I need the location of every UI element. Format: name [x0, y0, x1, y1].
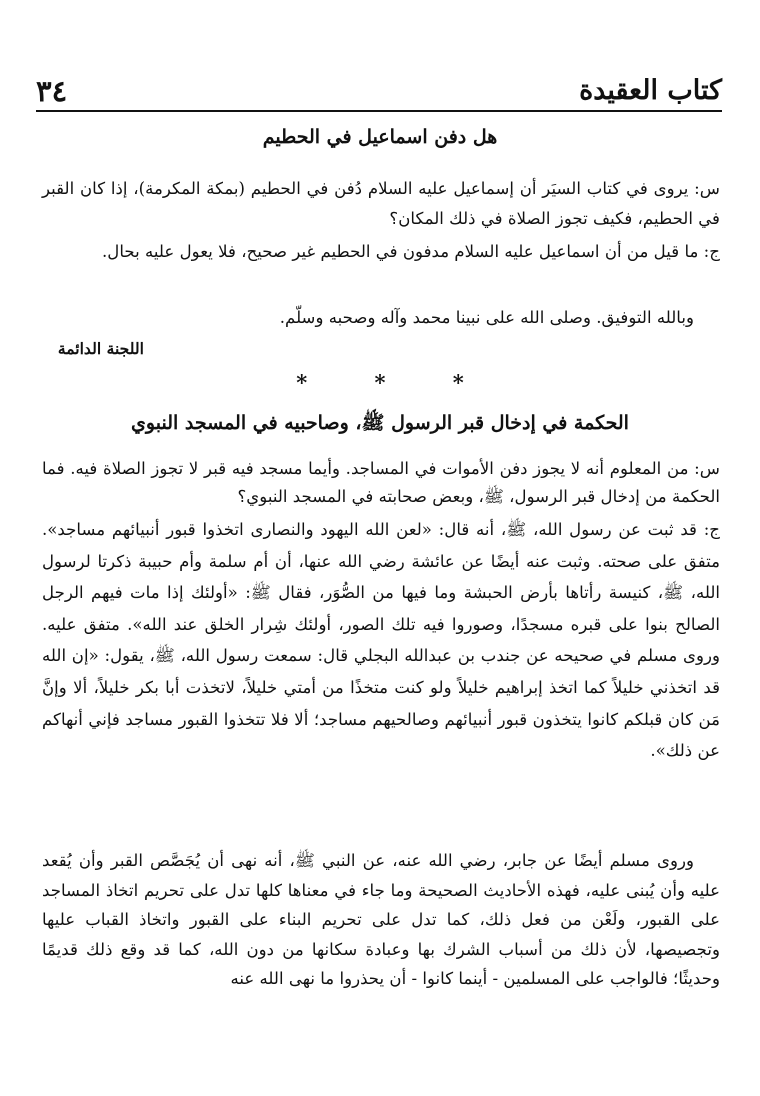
- section-title: الحكمة في إدخال قبر الرسول ﷺ، وصاحبيه في المسجد النبوي: [131, 412, 629, 434]
- page-header: [36, 70, 722, 112]
- book-title: كتاب العقيدة: [579, 75, 722, 106]
- answer-paragraph: ج: قد ثبت عن رسول الله، ﷺ، أنه قال: «لعن الله اليهود والنصارى اتخذوا قبور أنبيائهم مساجد». متفق على صحته. وثبت عنه أيضًا عن عائشة رضي الله عنها، أن أم سلمة وأم حبيبة ذكرتا لرسول الله، ﷺ، كنيسة رأتاها بأرض الحبشة وما فيها من الصُّوَر، فقال ﷺ: «أولئك إذا مات فيهم الرجل الصالح بنوا على قبره مسجدًا، وصوروا فيه تلك الصور، أولئك شِرار الخلق عند الله». متفق عليه. وروى مسلم في صحيحه عن جندب بن عبدالله البجلي قال: سمعت رسول الله، ﷺ، يقول: «إن الله قد اتخذني خليلاً كما اتخذ إبراهيم خليلاً ولو كنت متخذًا من أمتي خليلاً، لاتخذت أبا بكر خليلاً، ألا وإنَّ مَن كان قبلكم كانوا يتخذون قبور أنبيائهم وصالحيهم مساجد؛ ألا فلا تتخذوا القبور مساجد فإني أنهاكم عن ذلك».: [42, 520, 720, 761]
- question-paragraph: س: من المعلوم أنه لا يجوز دفن الأموات في المساجد. وأيما مسجد فيه قبر لا تجوز الصلاة فيه. فما الحكمة من إدخال قبر الرسول، ﷺ، وبعض صحابته في المسجد النبوي؟: [42, 459, 720, 506]
- section-separator: * * *: [296, 370, 494, 395]
- signature: اللجنة الدائمة: [57, 339, 144, 358]
- closing-paragraph: وبالله التوفيق. وصلى الله على نبينا محمد وآله وصحبه وسلّم.: [279, 308, 694, 327]
- answer-paragraph: ج: ما قيل من أن اسماعيل عليه السلام مدفون في الحطيم غير صحيح، فلا يعول عليه بحال.: [102, 242, 720, 261]
- section-title: هل دفن اسماعيل في الحطيم: [262, 126, 498, 148]
- continuation-paragraph: وروى مسلم أيضًا عن جابر، رضي الله عنه، عن النبي ﷺ، أنه نهى أن يُجَصَّص القبر وأن يُقعد عليه وأن يُبنى عليه، فهذه الأحاديث الصحيحة وما جاء في معناها كلها تدل على تحريم اتخاذ المساجد على القبور، ولَعْن من فعل ذلك، كما تدل على تحريم البناء على القبور واتخاذ القباب عليها وتجصيصها، لأن ذلك من أسباب الشرك بها وعبادة سكانها من دون الله، كما قد وقع ذلك قديمًا وحديثًا؛ فالواجب على المسلمين - أينما كانوا - أن يحذروا ما نهى الله عنه: [42, 851, 720, 988]
- question-paragraph: س: يروى في كتاب السيَر أن إسماعيل عليه السلام دُفن في الحطيم (بمكة المكرمة)، إذا كان القبر في الحطيم، فكيف تجوز الصلاة في ذلك المكان؟: [42, 179, 720, 228]
- page-number: ٣٤: [36, 74, 68, 108]
